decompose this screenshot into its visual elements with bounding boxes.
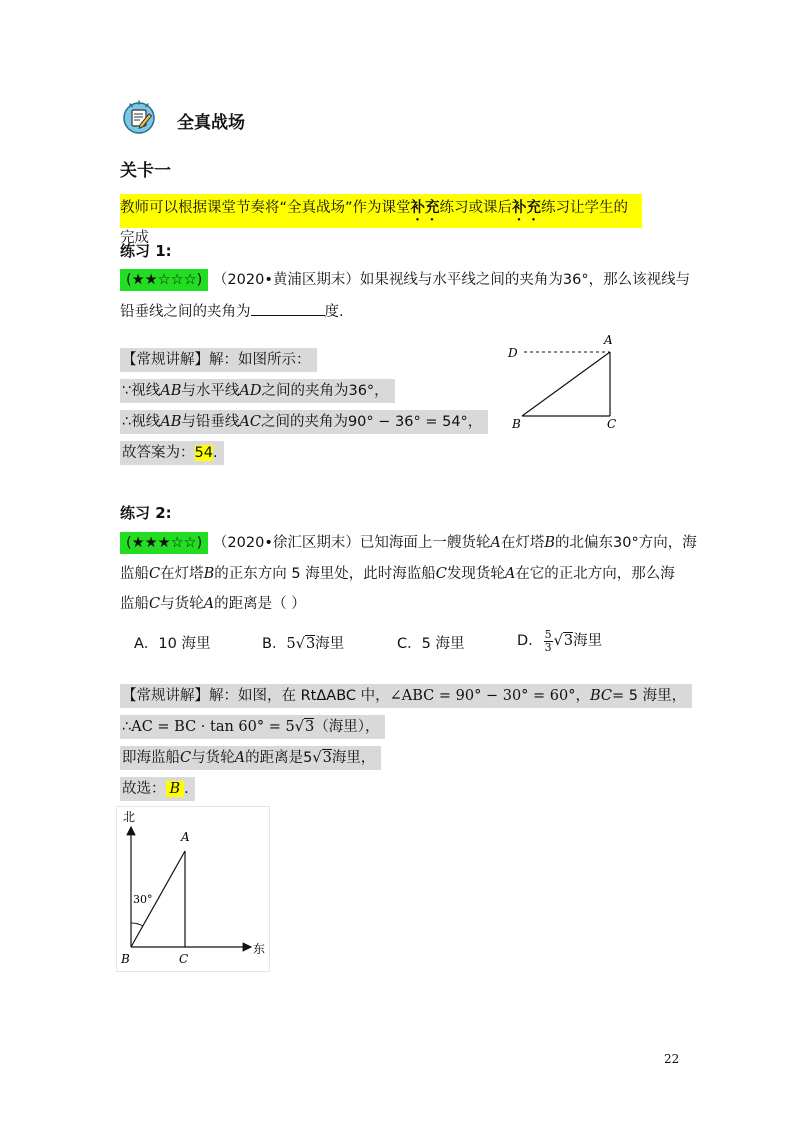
text: （海里）， — [314, 719, 380, 735]
section-title: 全真战场 — [177, 113, 245, 133]
answer-highlight: B — [166, 781, 185, 797]
difficulty-badge: (★★☆☆☆) — [120, 269, 208, 291]
page-number: 22 — [664, 1052, 680, 1066]
label-A: A — [181, 830, 190, 844]
answer-highlight: 54 — [194, 445, 213, 461]
text: 在灯塔 — [500, 535, 545, 551]
radicand: 3 — [322, 750, 332, 766]
math-expr: AC = BC · tan 60° = 5 — [131, 719, 295, 735]
math-var: C — [149, 566, 161, 582]
math-var: AB — [160, 383, 182, 399]
solution-1-heading — [120, 350, 317, 370]
math-var: B — [203, 566, 215, 582]
label-B: B — [512, 417, 521, 431]
solution-1-line2 — [120, 412, 488, 432]
radicand: 3 — [563, 633, 574, 649]
angle-arc — [131, 923, 143, 926]
section-icon — [120, 98, 158, 136]
text: 的正东方向 5 海里处，此时海监船 — [214, 566, 436, 582]
text: ∵视线 — [122, 383, 161, 399]
text: . — [212, 445, 218, 461]
math-var: A — [203, 596, 215, 612]
text: 在它的正北方向，那么海 — [515, 566, 675, 582]
unit: 海里 — [315, 636, 345, 652]
label-C: C — [179, 952, 189, 966]
note-text-2: 练习或课后 — [439, 200, 513, 216]
label-C: C — [607, 417, 617, 431]
text: 与水平线 — [181, 383, 240, 399]
math-var: A — [504, 566, 516, 582]
option-label: D． — [517, 633, 543, 649]
label-A: A — [604, 333, 613, 347]
radicand: 3 — [304, 719, 315, 735]
text: 监船 — [120, 566, 149, 582]
math-var: B — [544, 535, 556, 551]
solution-2-line3: 即海监船C与货轮A的距离是5√3海里， — [120, 748, 381, 768]
exercise-2-question-line2 — [120, 564, 675, 584]
math-var: BC — [590, 688, 613, 704]
option-label: A．10 海里 — [134, 636, 211, 652]
unit: 海里 — [573, 633, 603, 649]
text: . — [184, 781, 189, 797]
text: 发现货轮 — [446, 566, 505, 582]
text: 与货轮 — [191, 750, 235, 766]
note-text-3: 练习让学生的完成 — [120, 200, 629, 246]
solution-1-line3 — [120, 443, 224, 463]
option-D[interactable]: D． $\frac{5}{3}$ √3海里 — [517, 627, 603, 654]
math-var: C — [149, 596, 161, 612]
text: 【常规讲解】解：如图，在 RtΔABC 中， — [122, 688, 390, 704]
teacher-note — [120, 194, 642, 246]
radicand: 3 — [305, 636, 316, 652]
text: 与货轮 — [160, 596, 204, 612]
text: 在灯塔 — [160, 566, 204, 582]
solution-2-line2: ∴AC = BC · tan 60° = 5√3（海里）， — [120, 717, 385, 737]
question-source: （2020•黄浦区期末） — [212, 272, 360, 288]
text: 已知海面上一艘货轮 — [359, 535, 491, 551]
solution-2-line4 — [120, 779, 195, 799]
exercise-2-question-line3 — [120, 594, 306, 614]
option-C[interactable] — [397, 632, 464, 653]
text: 监船 — [120, 596, 149, 612]
text: 故选： — [122, 781, 166, 797]
question-text: 如果视线与水平线之间的夹角为36°，那么该视线与 — [359, 272, 691, 288]
option-label: B． — [262, 636, 287, 652]
segment-AB — [522, 352, 610, 416]
exercise-2-question-line1 — [120, 533, 697, 553]
exercise-1-question — [120, 270, 690, 290]
option-B[interactable]: B．5√3海里 — [262, 636, 345, 652]
text: ∴视线 — [122, 414, 161, 430]
figure-2 — [116, 806, 270, 972]
difficulty-badge: (★★★☆☆) — [120, 532, 208, 554]
text: 海里， — [331, 750, 376, 766]
text: 故答案为： — [122, 445, 195, 461]
figure-1 — [500, 332, 625, 432]
solution-header: 【常规讲解】解：如图所示： — [120, 348, 317, 372]
text: ∴ — [122, 719, 132, 735]
math-var: AB — [160, 414, 182, 430]
math-var: C — [180, 750, 192, 766]
label-D: D — [508, 346, 518, 360]
text: 之间的夹角为90° − 36° = 54°， — [260, 414, 483, 430]
question-text: 度. — [324, 304, 344, 320]
numerator: 5 — [544, 627, 552, 641]
text: = 5 海里， — [612, 688, 687, 704]
exercise-2-heading: 练习 2: — [120, 504, 172, 522]
math-expr: ∠ABC = 90° − 30° = 60°， — [389, 688, 590, 704]
text: 之间的夹角为36°， — [261, 383, 389, 399]
solution-1-line1 — [120, 381, 395, 401]
level-title: 关卡一 — [120, 161, 171, 181]
label-east: 东 — [253, 942, 266, 956]
math-var: C — [435, 566, 447, 582]
question-text: 铅垂线之间的夹角为 — [120, 304, 251, 320]
label-north: 北 — [123, 810, 136, 824]
exercise-1-question-line2 — [120, 301, 344, 322]
coefficient: 5 — [286, 636, 296, 652]
question-source: （2020•徐汇区期末） — [212, 535, 360, 551]
math-var: A — [234, 750, 246, 766]
text: 的距离是5 — [245, 750, 313, 766]
solution-2-line1 — [120, 686, 692, 706]
answer-blank — [251, 301, 325, 316]
text: 即海监船 — [122, 750, 180, 766]
note-emphasis-1: 补充 — [410, 200, 440, 216]
denominator: 3 — [544, 640, 552, 654]
fraction — [544, 629, 553, 654]
label-B: B — [121, 952, 130, 966]
text: 与铅垂线 — [181, 414, 240, 430]
text: 的距离是（ ） — [214, 596, 306, 612]
label-angle: 30° — [133, 893, 153, 906]
math-var: AD — [239, 383, 262, 399]
option-A[interactable] — [134, 632, 210, 653]
text: 的北偏东30°方向，海 — [555, 535, 697, 551]
note-emphasis-2: 补充 — [512, 200, 542, 216]
math-var: A — [490, 535, 501, 551]
option-label: C．5 海里 — [397, 636, 465, 652]
exercise-1-heading: 练习 1: — [120, 242, 172, 260]
note-text-1: 教师可以根据课堂节奏将“全真战场”作为课堂 — [120, 200, 411, 216]
math-var: AC — [239, 414, 261, 430]
